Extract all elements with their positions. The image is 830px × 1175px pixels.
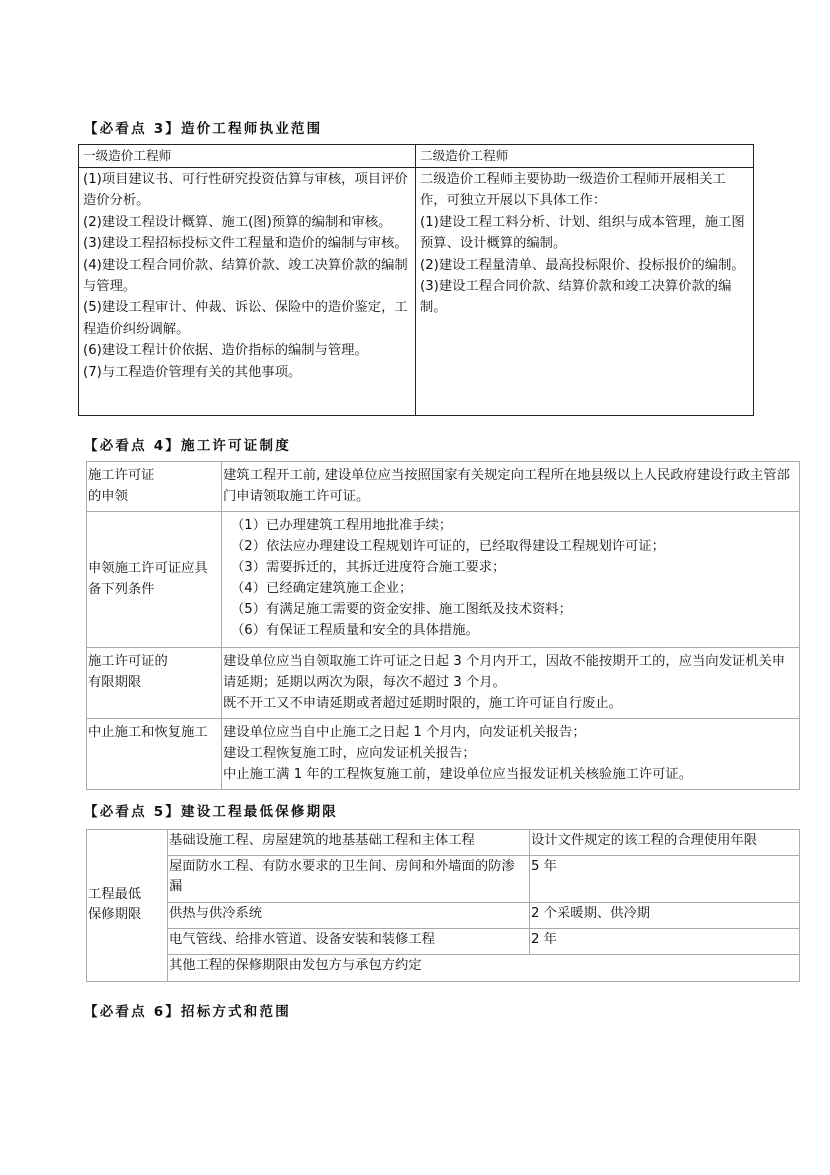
content-line: 建设单位应当自领取施工许可证之日起 3 个月内开工，因故不能按期开工的，应当向发证机关申请延期；延期以两次为限，每次不超过 3 个月。	[223, 654, 786, 690]
content-line: 建设单位应当自中止施工之日起 1 个月内，向发证机关报告；	[223, 725, 586, 740]
label-line: 的申领	[88, 489, 128, 504]
label-line: 保修期限	[88, 907, 142, 922]
row-label	[87, 719, 222, 790]
cost-engineer-scope-table	[78, 144, 754, 416]
content-line: 中止施工满 1 年的工程恢复施工前，建设单位应当报发证机关核验施工许可证。	[223, 767, 693, 782]
content-line: （5）有满足施工需要的资金安排、施工图纸及技术资料；	[231, 602, 572, 617]
content-line: （1）已办理建筑工程用地批准手续；	[231, 518, 453, 533]
section-3-heading: 【必看点 3】造价工程师执业范围	[84, 121, 323, 137]
warranty-item: 电气管线、给排水管道、设备安装和装修工程	[168, 929, 530, 955]
col-header-level1: 一级造价工程师	[79, 145, 416, 168]
duty-line: (4)建设工程合同价款、结算价款、竣工决算价款的编制与管理。	[83, 257, 408, 295]
label-line: 申领施工许可证应具备下列条件	[88, 561, 208, 597]
content-line: 建筑工程开工前, 建设单位应当按照国家有关规定向工程所在地县级以上人民政府建设行政主管部门申请领取施工许可证。	[223, 468, 790, 504]
content-line: （3）需要拆迁的，其拆迁进度符合施工要求；	[231, 560, 506, 575]
duty-line: (2)建设工程设计概算、施工(图)预算的编制和审核。	[83, 214, 392, 230]
section-4-heading: 【必看点 4】施工许可证制度	[84, 438, 291, 454]
table-header-row	[79, 145, 754, 168]
warranty-item: 屋面防水工程、有防水要求的卫生间、房间和外墙面的防渗漏	[168, 856, 530, 903]
table-row	[87, 856, 800, 903]
content-line: （6）有保证工程质量和安全的具体措施。	[231, 623, 479, 638]
content-line: 既不开工又不申请延期或者超过延期时限的，施工许可证自行废止。	[223, 696, 622, 711]
row-content	[222, 462, 800, 512]
table-row	[87, 929, 800, 955]
warranty-footer: 其他工程的保修期限由发包方与承包方约定	[168, 955, 800, 982]
table-row	[87, 719, 800, 790]
warranty-period: 2 个采暖期、供冷期	[530, 903, 800, 929]
label-line: 施工许可证的	[88, 654, 168, 669]
table-row	[87, 903, 800, 929]
level2-duties	[416, 168, 754, 416]
duty-line: (3)建设工程招标投标文件工程量和造价的编制与审核。	[83, 236, 408, 252]
row-label	[87, 648, 222, 719]
table-row	[87, 648, 800, 719]
duty-line: 二级造价工程师主要协助一级造价工程师开展相关工作，可独立开展以下具体工作：	[420, 172, 726, 209]
warranty-period-table	[86, 829, 800, 982]
warranty-period: 5 年	[530, 856, 800, 903]
table-row	[87, 955, 800, 982]
content-line: 建设工程恢复施工时，应向发证机关报告；	[223, 746, 476, 761]
duty-line: (6)建设工程计价依据、造价指标的编制与管理。	[83, 343, 368, 359]
row-content	[222, 719, 800, 790]
duty-line: (7)与工程造价管理有关的其他事项。	[83, 364, 302, 380]
table-row	[87, 462, 800, 512]
label-line: 施工许可证	[88, 468, 155, 483]
warranty-period: 设计文件规定的该工程的合理使用年限	[530, 830, 800, 856]
construction-permit-table	[86, 461, 800, 790]
label-line: 有限期限	[88, 675, 142, 690]
row-label	[87, 512, 222, 648]
duty-line: (5)建设工程审计、仲裁、诉讼、保险中的造价鉴定，工程造价纠纷调解。	[83, 300, 408, 337]
duty-line: (1)项目建议书、可行性研究投资估算与审核，项目评价造价分析。	[83, 172, 408, 209]
duty-line: (2)建设工程量清单、最高投标限价、投标报价的编制。	[420, 257, 745, 273]
warranty-item: 供热与供冷系统	[168, 903, 530, 929]
warranty-item: 基础设施工程、房屋建筑的地基基础工程和主体工程	[168, 830, 530, 856]
table-row	[87, 512, 800, 648]
row-label	[87, 462, 222, 512]
row-content	[222, 648, 800, 719]
row-label	[87, 830, 168, 982]
table-row	[87, 830, 800, 856]
duty-line: (3)建设工程合同价款、结算价款和竣工决算价款的编制。	[420, 279, 732, 316]
warranty-period: 2 年	[530, 929, 800, 955]
duty-line: (1)建设工程工料分析、计划、组织与成本管理，施工图预算、设计概算的编制。	[420, 214, 745, 252]
col-header-level2: 二级造价工程师	[416, 145, 754, 168]
content-line: （2）依法应办理建设工程规划许可证的，已经取得建设工程规划许可证；	[231, 539, 665, 554]
section-5-heading: 【必看点 5】建设工程最低保修期限	[84, 804, 338, 820]
content-line: （4）已经确定建筑施工企业；	[231, 581, 413, 596]
table-row	[79, 168, 754, 416]
label-line: 中止施工和恢复施工	[88, 725, 208, 740]
row-content	[222, 512, 800, 648]
level1-duties	[79, 168, 416, 416]
section-6-heading: 【必看点 6】招标方式和范围	[84, 1004, 291, 1020]
label-line: 工程最低	[88, 887, 142, 902]
